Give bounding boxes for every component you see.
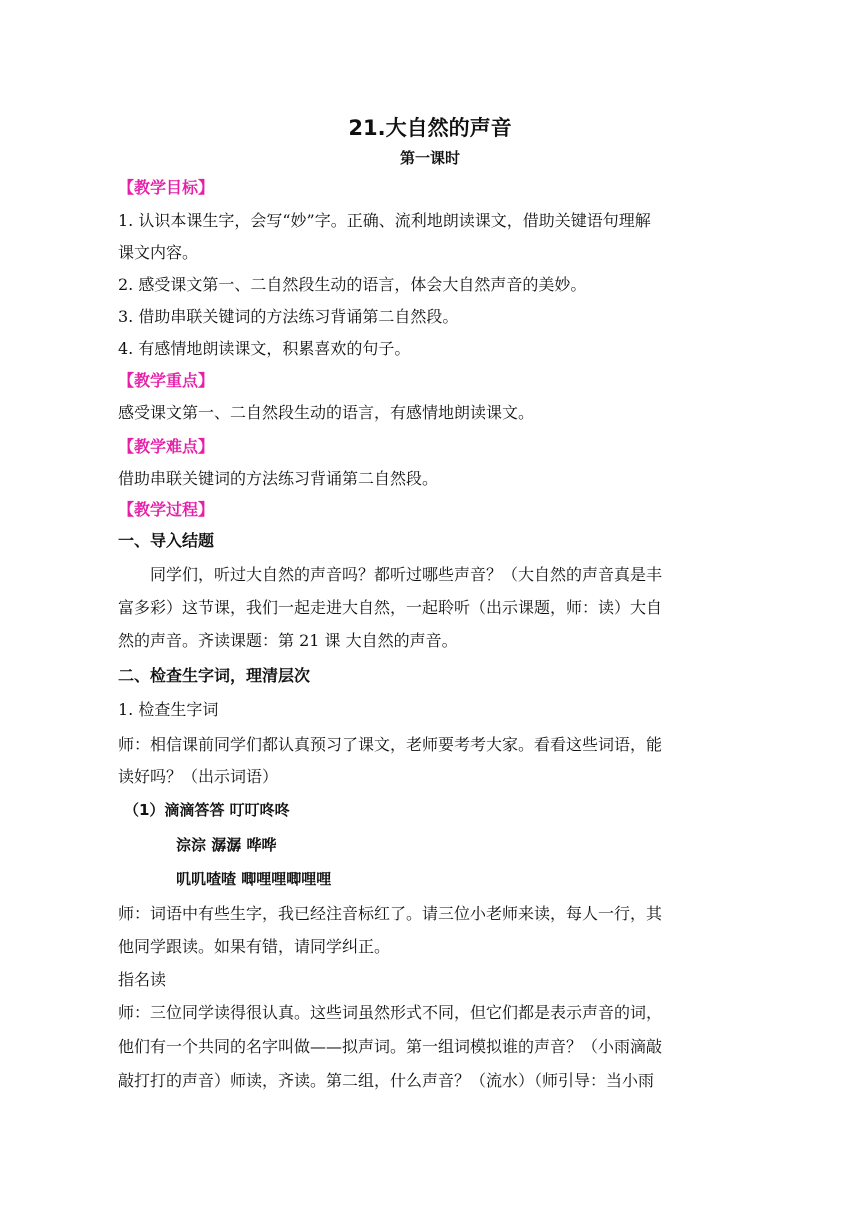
teacher-line: 师：相信课前同学们都认真预习了课文，老师要考考大家。看看这些词语，能 [118,735,663,754]
roll-call: 指名读 [118,970,167,989]
teacher-line: 师：词语中有些生字，我已经注音标红了。请三位小老师来读，每人一行，其 [118,904,663,923]
section2-heading: 二、检查生字词，理清层次 [118,666,311,685]
goal-line: 课文内容。 [118,243,199,262]
section1-heading: 一、导入结题 [118,531,215,550]
focus-heading: 【教学重点】 [118,371,215,390]
goal-line: 4. 有感情地朗读课文，积累喜欢的句子。 [118,339,411,358]
word-group: （1）滴滴答答 叮叮咚咚 [124,801,290,819]
focus-text: 感受课文第一、二自然段生动的语言，有感情地朗读课文。 [118,403,535,422]
teacher-line: 他们有一个共同的名字叫做——拟声词。第一组词模拟谁的声音？（小雨滴敲 [118,1037,663,1056]
section1-line: 然的声音。齐读课题：第 21 课 大自然的声音。 [118,631,458,650]
word-group: 叽叽喳喳 唧哩哩唧哩哩 [176,870,332,888]
goals-heading: 【教学目标】 [118,178,215,197]
goal-line: 1. 认识本课生字，会写“妙”字。正确、流利地朗读课文，借助关键语句理解 [118,211,651,230]
section1-line: 同学们，听过大自然的声音吗？都听过哪些声音？（大自然的声音真是丰 [150,565,663,584]
goal-line: 3. 借助串联关键词的方法练习背诵第二自然段。 [118,307,459,326]
page-title: 21.大自然的声音 [348,116,512,140]
teacher-line: 敲打打的声音）师读，齐读。第二组，什么声音？（流水）（师引导：当小雨 [118,1071,655,1090]
process-heading: 【教学过程】 [118,500,215,519]
section1-line: 富多彩）这节课，我们一起走进大自然，一起聆听（出示课题，师：读）大自 [118,598,663,617]
sub-heading: 1. 检查生字词 [118,700,219,719]
teacher-line: 他同学跟读。如果有错，请同学纠正。 [118,937,391,956]
word-group: 淙淙 潺潺 哗哗 [176,836,277,854]
goal-line: 2. 感受课文第一、二自然段生动的语言，体会大自然声音的美妙。 [118,275,587,294]
teacher-line: 读好吗？（出示词语） [118,767,279,786]
page-subtitle: 第一课时 [399,149,460,167]
difficulty-heading: 【教学难点】 [118,437,215,456]
difficulty-text: 借助串联关键词的方法练习背诵第二自然段。 [118,469,439,488]
teacher-line: 师：三位同学读得很认真。这些词虽然形式不同，但它们都是表示声音的词， [118,1003,663,1022]
